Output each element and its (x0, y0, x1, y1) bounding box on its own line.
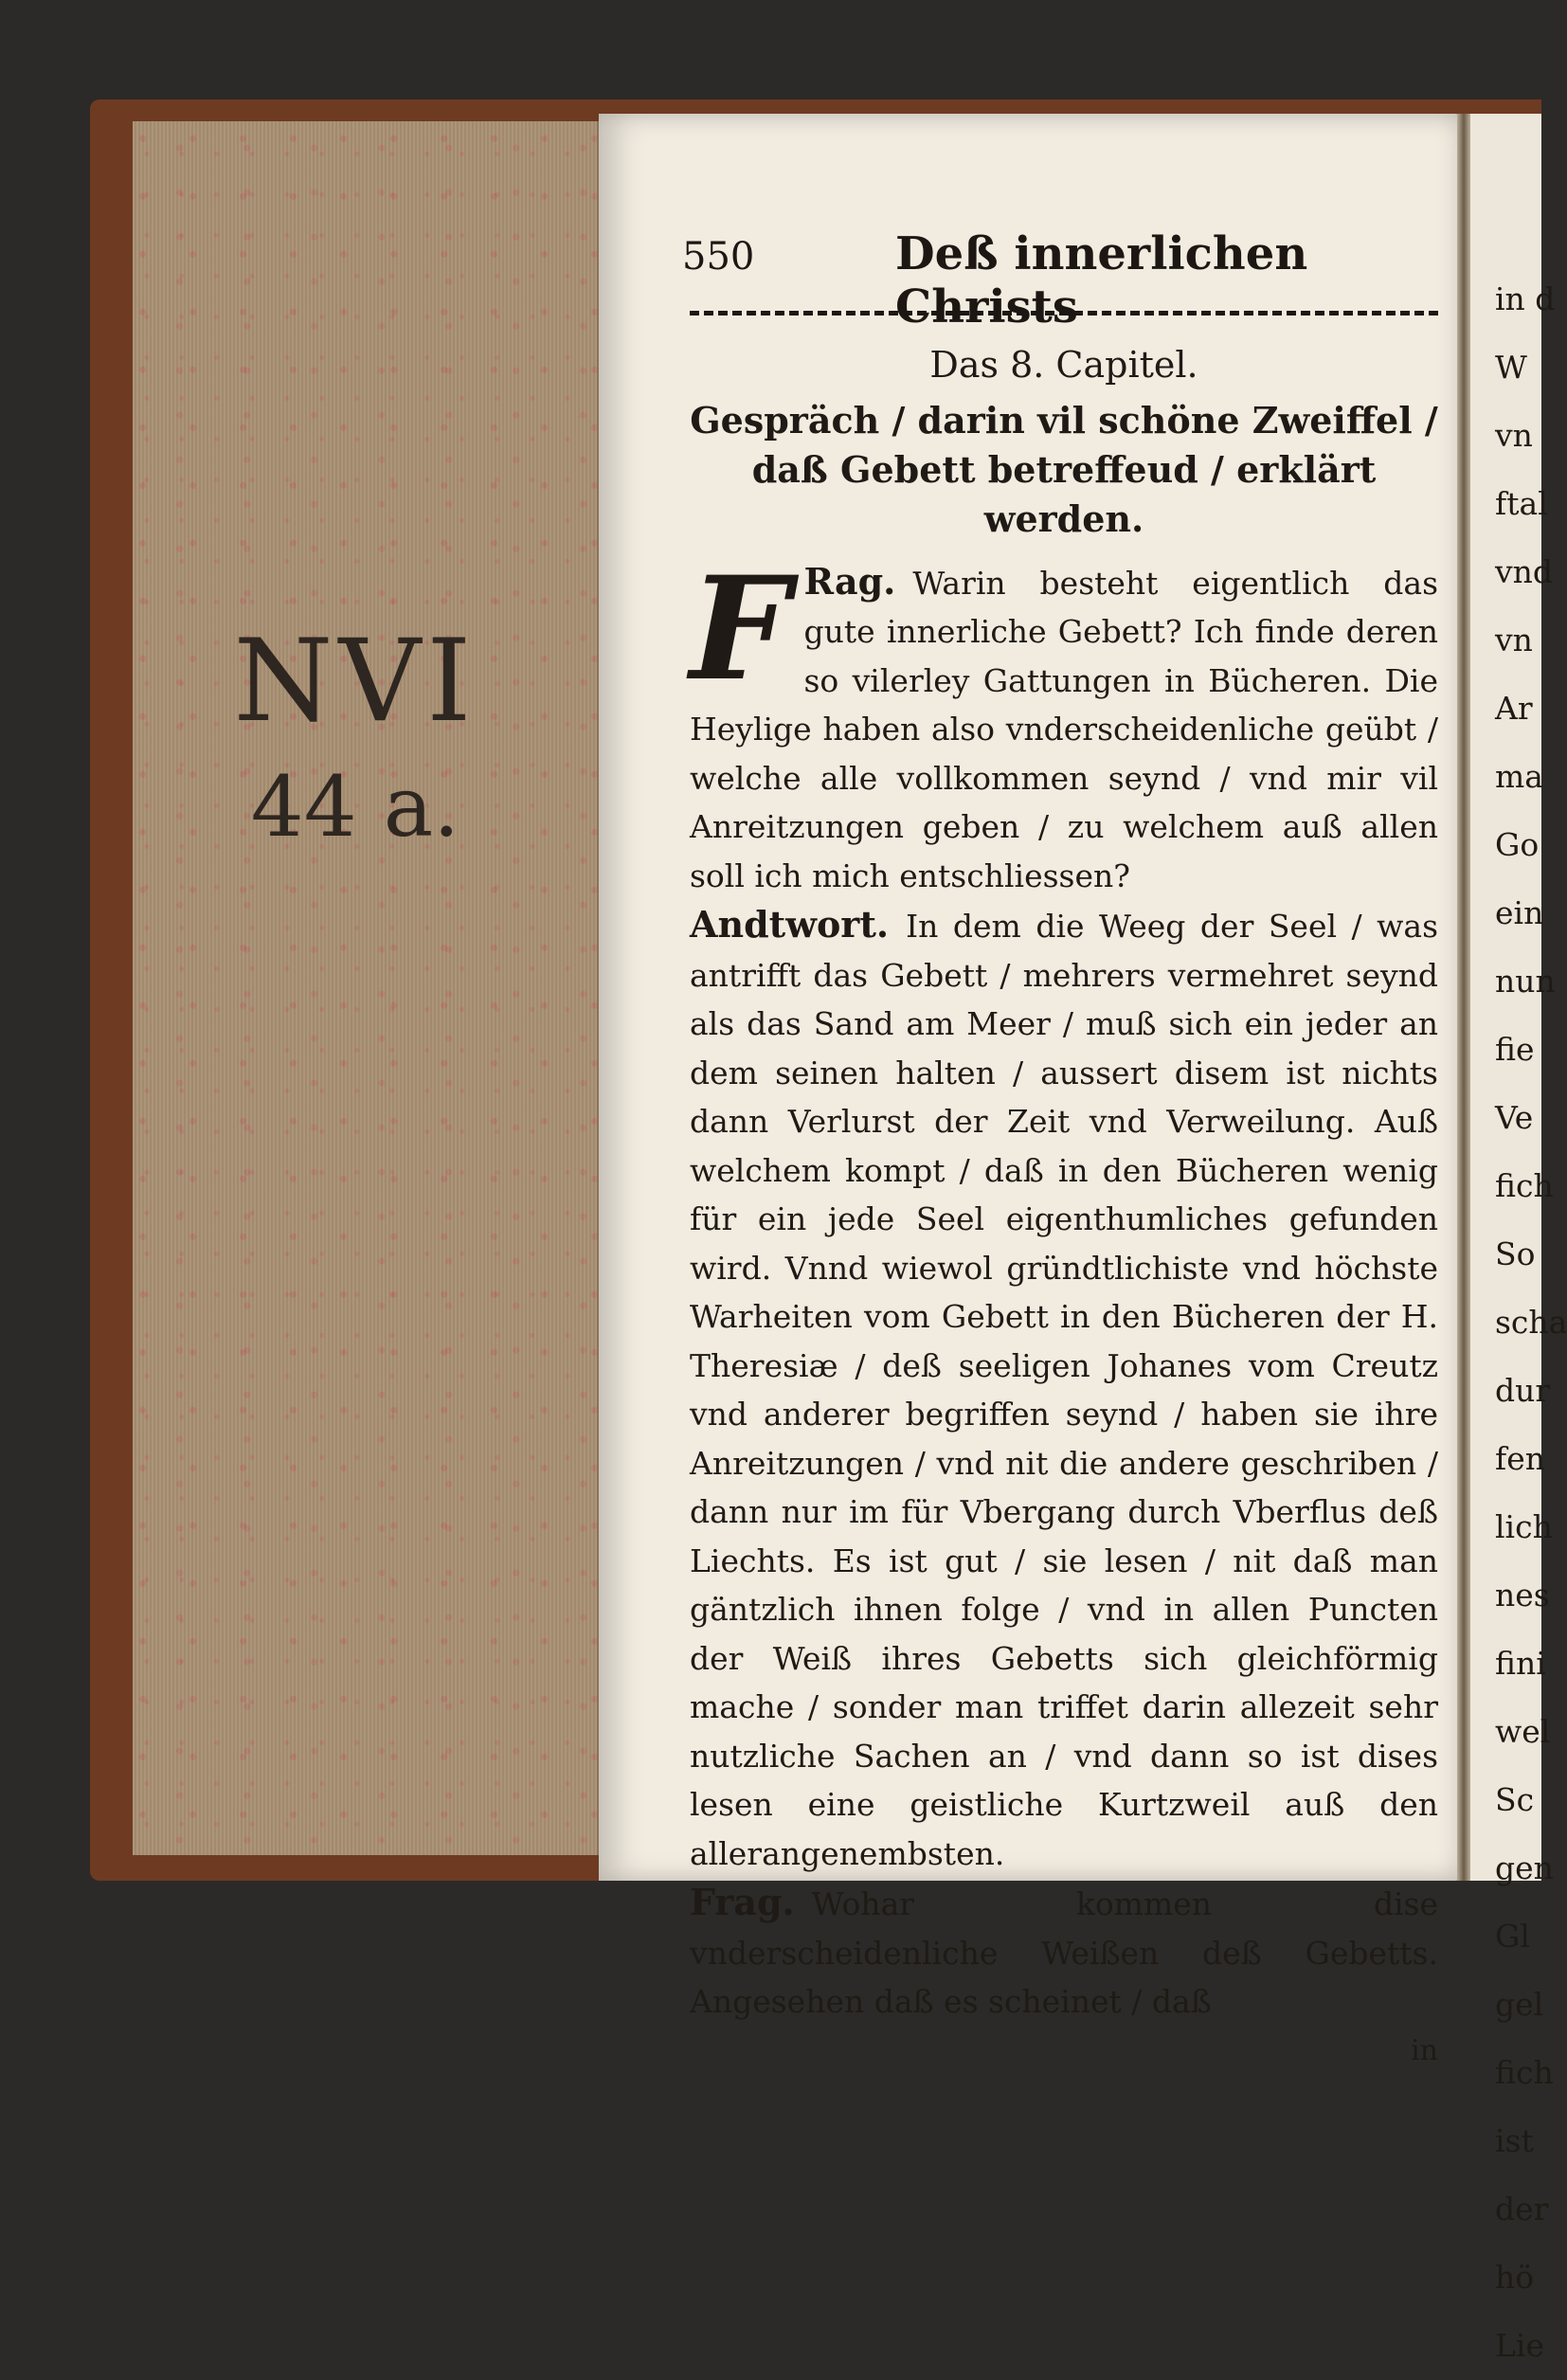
shelfmark-sub: 44 a. (250, 758, 460, 856)
paragraph-label: Rag. (803, 559, 896, 603)
paragraph-label: Frag. (690, 1881, 795, 1923)
shelfmark (166, 616, 545, 856)
facing-page-fragment: lich (1495, 1508, 1553, 1545)
paragraph-list (690, 545, 1438, 2027)
running-title: Deß innerlichen Christs (895, 227, 1308, 334)
gutter (1457, 114, 1470, 1881)
facing-page-fragment: W (1495, 349, 1527, 386)
facing-page-fragment: Sc (1495, 1781, 1535, 1818)
facing-page-fragment: gel (1495, 1986, 1544, 2023)
facing-page-fragment: nun (1495, 963, 1556, 1000)
shelfmark-main: NVI (233, 616, 477, 748)
facing-page-fragment: vn (1495, 417, 1533, 454)
facing-page-fragment: Lie (1495, 2327, 1544, 2364)
drop-cap: F (690, 545, 791, 712)
paragraph-text: Warin besteht eigentlich das gute innerliche Gebett? Ich finde deren so vilerley Gattungen in Bücheren. Die Heylige haben also vnderscheidenliche geübt / welche alle vollkommen seynd / vnd mir vil Anreitzungen geben / zu welchem auß allen soll ich mich entschliessen? (690, 564, 1438, 894)
facing-page-fragment: fen (1495, 1440, 1545, 1477)
facing-page-fragment: vnd (1495, 553, 1554, 590)
facing-page-fragment: fini (1495, 1645, 1546, 1682)
facing-page-fragment: scha (1495, 1304, 1567, 1341)
facing-page-fragment: fich (1495, 2054, 1554, 2091)
running-head (682, 227, 1440, 334)
facing-page-fragment: hö (1495, 2259, 1535, 2296)
paragraph-text: In dem die Weeg der Seel / was antrifft das Gebett / mehrers vermehret seynd als das Sand am Meer / muß sich ein jeder an dem seinen halten / aussert disem ist nichts dann Verlurst der Zeit vnd Verweilung. Auß welchem kompt / daß in den Bücheren wenig für ein jede Seel eigenthumliches gefunden wird. Vnnd wiewol gründtlichiste vnd höchste Warheiten vom Gebett in den Bücheren der H. Theresiæ / deß seeligen Johanes vom Creutz vnd anderer begriffen seynd / haben sie ihre Anreitzungen / vnd nit die andere geschriben / dann nur im für Vbergang durch Vberflus deß Liechts. Es ist gut / sie lesen / nit daß man gäntzlich ihnen folge / vnd in allen Puncten der Weiß ihres Gebetts sich gleichförmig mache / sonder man triffet darin allezeit sehr nutzliche Sachen an / vnd dann so ist dises lesen eine geistliche Kurtzweil auß den allerangenembsten. (690, 908, 1438, 1872)
paragraph (690, 545, 1438, 901)
facing-page-fragment: ma (1495, 758, 1543, 795)
page-number: 550 (682, 235, 755, 279)
chapter-heading: Gespräch / darin vil schöne Zweiffel / daß Gebett betreffeud / erklärt werden. (690, 398, 1438, 540)
facing-page-fragment: ein (1495, 894, 1544, 931)
book-fore-edge (133, 121, 603, 1855)
head-rule (690, 311, 1438, 316)
facing-page-fragment: der (1495, 2191, 1549, 2227)
facing-page-text (1495, 265, 1567, 2380)
facing-page-fragment: fich (1495, 1167, 1554, 1204)
facing-page-fragment: wel (1495, 1713, 1551, 1750)
facing-page-fragment: nes (1495, 1577, 1550, 1614)
facing-page-fragment: Ve (1495, 1099, 1534, 1136)
paragraph-label: Andtwort. (690, 903, 890, 946)
paragraph (690, 900, 1438, 1878)
facing-page-fragment: ftal (1495, 485, 1548, 522)
facing-page-fragment: Gl (1495, 1918, 1530, 1955)
text-block (690, 341, 1438, 2075)
facing-page-fragment: in d (1495, 280, 1556, 317)
paragraph-text: Wohar kommen dise vnderscheidenliche Weißen deß Gebetts. Angesehen daß es scheinet / daß (690, 1885, 1438, 2020)
facing-page-fragment: gen (1495, 1849, 1554, 1886)
catchword: in (1411, 2033, 1438, 2067)
facing-page-fragment: Go (1495, 826, 1540, 863)
facing-page-fragment: fie (1495, 1031, 1535, 1068)
facing-page-fragment: dur (1495, 1372, 1551, 1409)
facing-page-fragment: ist (1495, 2122, 1534, 2159)
facing-page-fragment: So (1495, 1235, 1536, 1272)
facing-page-fragment: vn (1495, 622, 1533, 658)
chapter-label: Das 8. Capitel. (929, 344, 1198, 386)
facing-page-fragment: Ar (1495, 690, 1533, 727)
paragraph (690, 1878, 1438, 2027)
